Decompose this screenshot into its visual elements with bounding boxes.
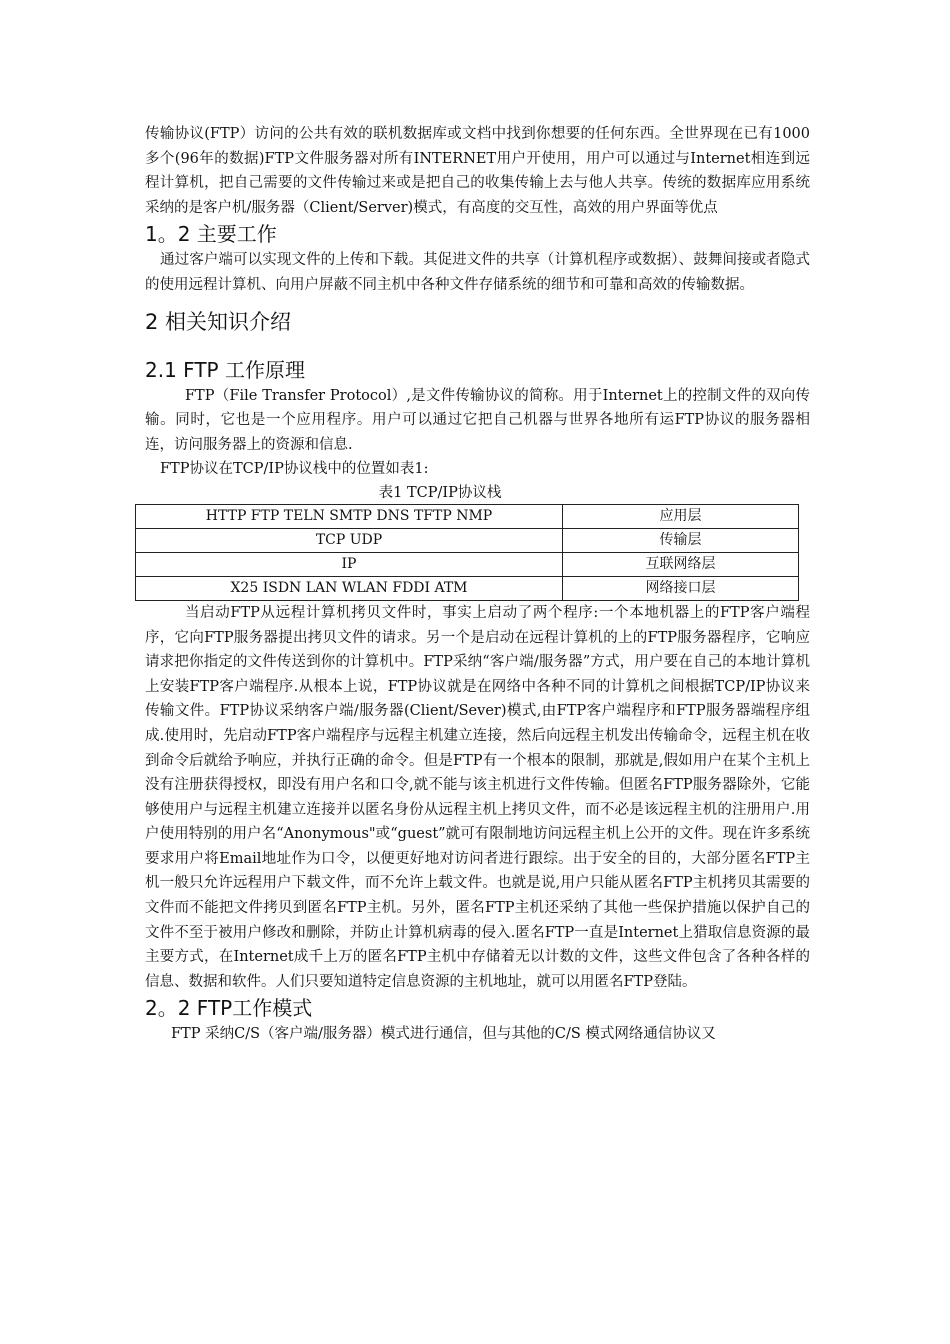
section-2-2-paragraph: FTP 采纳C/S（客户端/服务器）模式进行通信，但与其他的C/S 模式网络通信协议又 <box>171 1026 716 1043</box>
section-2-1-paragraph-b: FTP协议在TCP/IP协议栈中的位置如表1: <box>160 461 429 478</box>
section-2-1-paragraph-c: 当启动FTP从远程计算机拷贝文件时，事实上启动了两个程序:一个本地机器上的FTP客户端程序，它向FTP服务器提出拷贝文件的请求。另一个是启动在远程计算机的上的FTP服务器程序，它响应请求把你指定的文件传送到你的计算机中。FTP采纳“客户端/服务器”方式，用户要在自己的本地计算机上安装FTP客户端程序.从根本上说，FTP协议就是在网络中各种不同的计算机之间根据TCP/IP协议来传输文件。FTP协议采纳客户端/服务器(Client/Sever)模式,由FTP客户端程序和FTP服务器端程序组成.使用时，先启动FTP客户端程序与远程主机建立连接，然后向远程主机发出传输命令，远程主机在收到命令后就给予响应，并执行正确的命令。但是FTP有一个根本的限制，那就是,假如用户在某个主机上没有注册获得授权，即没有用户名和口令,就不能与该主机进行文件传输。但匿名FTP服务器除外，它能够使用户与远程主机建立连接并以匿名身份从远程主机上拷贝文件，而不必是该远程主机的注册用户.用户使用特别的用户名“Anonymous"或“guest”就可有限制地访问远程主机上公开的文件。现在许多系统要求用户将Email地址作为口令，以便更好地对访问者进行跟综。出于安全的目的，大部分匿名FTP主机一般只允许远程用户下载文件，而不允许上载文件。也就是说,用户只能从匿名FTP主机拷贝其需要的文件而不能把文件拷贝到匿名FTP主机。另外，匿名FTP主机还采纳了其他一些保护措施以保护自己的文件不至于被用户修改和删除，并防止计算机病毒的侵入.匿名FTP一直是Internet上猎取信息资源的最主要方式，在Internet成千上万的匿名FTP主机中存储着无以计数的文件，这些文件包含了各种各样的信息、数据和软件。人们只要知道特定信息资源的主机地址，就可以用匿名FTP登陆。 <box>145 604 810 990</box>
layer-cell: 应用层 <box>563 504 799 528</box>
protocols-cell: TCP UDP <box>136 528 563 552</box>
protocols-cell: IP <box>136 552 563 576</box>
section-1-2-paragraph: 通过客户端可以实现文件的上传和下载。其促进文件的共享（计算机程序或数据）、鼓舞间接或者隐式的使用远程计算机、向用户屏蔽不同主机中各种文件存储系统的细节和可靠和高效的传输数据。 <box>145 252 810 293</box>
layer-cell: 互联网络层 <box>563 552 799 576</box>
protocols-cell: X25 ISDN LAN WLAN FDDI ATM <box>136 576 563 600</box>
document-page <box>145 122 810 1047</box>
table-row <box>136 528 799 552</box>
table-row <box>136 552 799 576</box>
layer-cell: 传输层 <box>563 528 799 552</box>
protocols-cell: HTTP FTP TELN SMTP DNS TFTP NMP <box>136 504 563 528</box>
section-2-1-paragraph-a: FTP（File Transfer Protocol）,是文件传输协议的简称。用于Internet上的控制文件的双向传输。同时，它也是一个应用程序。用户可以通过它把自己机器与世界各地所有运FTP协议的服务器相连，访问服务器上的资源和信息. <box>145 387 810 453</box>
section-heading-1-2: 1。2 主要工作 <box>145 222 277 247</box>
table-row <box>136 504 799 528</box>
intro-paragraph: 传输协议(FTP）访问的公共有效的联机数据库或文档中找到你想要的任何东西。全世界现在已有1000多个(96年的数据)FTP文件服务器对所有INTERNET用户开使用，用户可以通过与Internet相连到远程计算机，把自己需要的文件传输过来或是把自己的收集传输上去与他人共享。传统的数据库应用系统采纳的是客户机/服务器（Client/Server)模式，有高度的交互性，高效的用户界面等优点 <box>145 126 810 216</box>
tcp-ip-stack-table <box>135 504 799 601</box>
layer-cell: 网络接口层 <box>563 576 799 600</box>
chapter-heading-2: 2 相关知识介绍 <box>145 309 292 334</box>
table-caption: 表1 TCP/IP协议栈 <box>378 484 502 501</box>
section-heading-2-1: 2.1 FTP 工作原理 <box>145 357 305 382</box>
table-row <box>136 576 799 600</box>
section-heading-2-2: 2。2 FTP工作模式 <box>145 996 313 1021</box>
